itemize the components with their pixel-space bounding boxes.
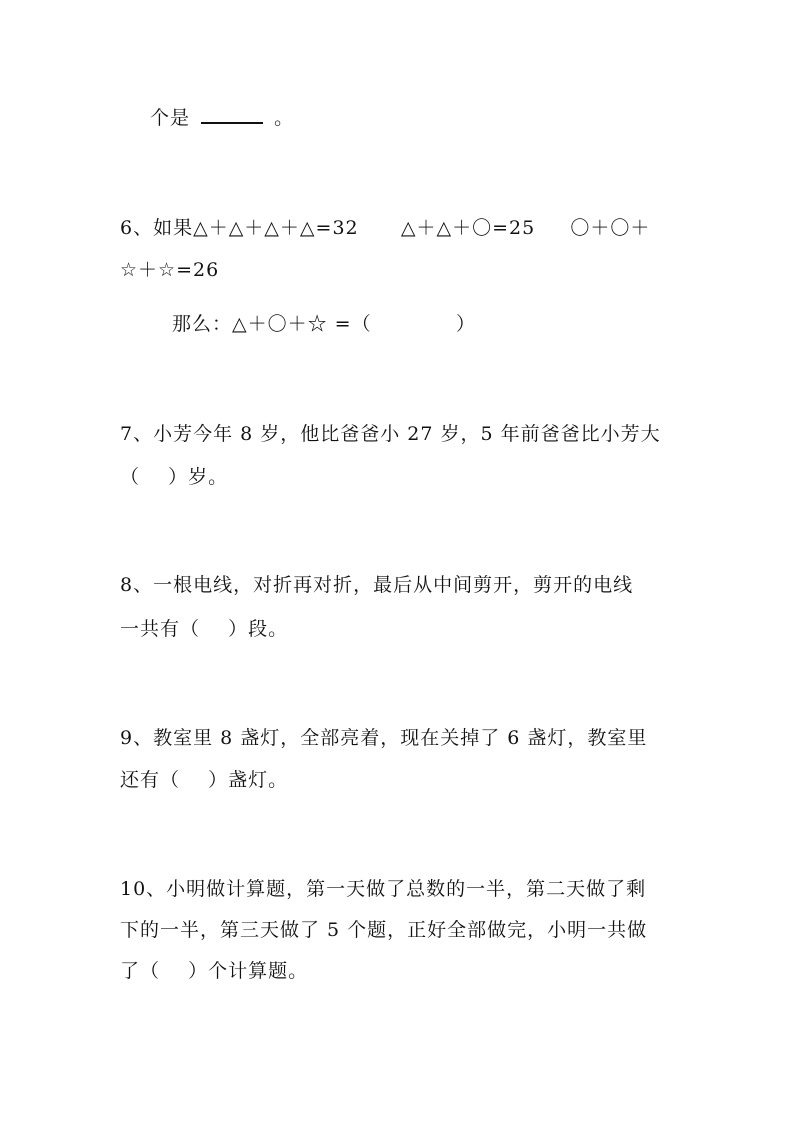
- question-9-line-2: 还有（ ）盏灯。: [120, 769, 289, 791]
- question-5-prefix: 个是: [150, 107, 191, 129]
- question-8-line-2: 一共有（ ）段。: [120, 618, 289, 640]
- question-5-tail: [150, 106, 294, 130]
- question-10-line-2: 下的一半，第三天做了 5 个题，正好全部做完，小明一共做: [120, 919, 648, 941]
- question-5-suffix: 。: [274, 107, 295, 129]
- question-7-line-2: （ ）岁。: [120, 466, 229, 488]
- question-6-line-2: ☆＋☆=26: [120, 259, 220, 281]
- question-10-line-1: 10、小明做计算题，第一天做了总数的一半，第二天做了剩: [120, 878, 647, 900]
- answer-blank[interactable]: [201, 106, 263, 124]
- question-6-line-1: 6、如果△＋△＋△＋△=32 △＋△＋〇=25 〇＋〇＋: [120, 217, 651, 239]
- question-7-line-1: 7、小芳今年 8 岁，他比爸爸小 27 岁，5 年前爸爸比小芳大: [120, 423, 661, 445]
- question-10-line-3: 了（ ）个计算题。: [120, 960, 309, 982]
- question-8-line-1: 8、一根电线，对折再对折，最后从中间剪开，剪开的电线: [120, 574, 634, 596]
- question-9-line-1: 9、教室里 8 盏灯，全部亮着，现在关掉了 6 盏灯，教室里: [120, 727, 648, 749]
- question-6-answer-line: 那么：△＋〇＋☆ =（ ）: [172, 313, 477, 335]
